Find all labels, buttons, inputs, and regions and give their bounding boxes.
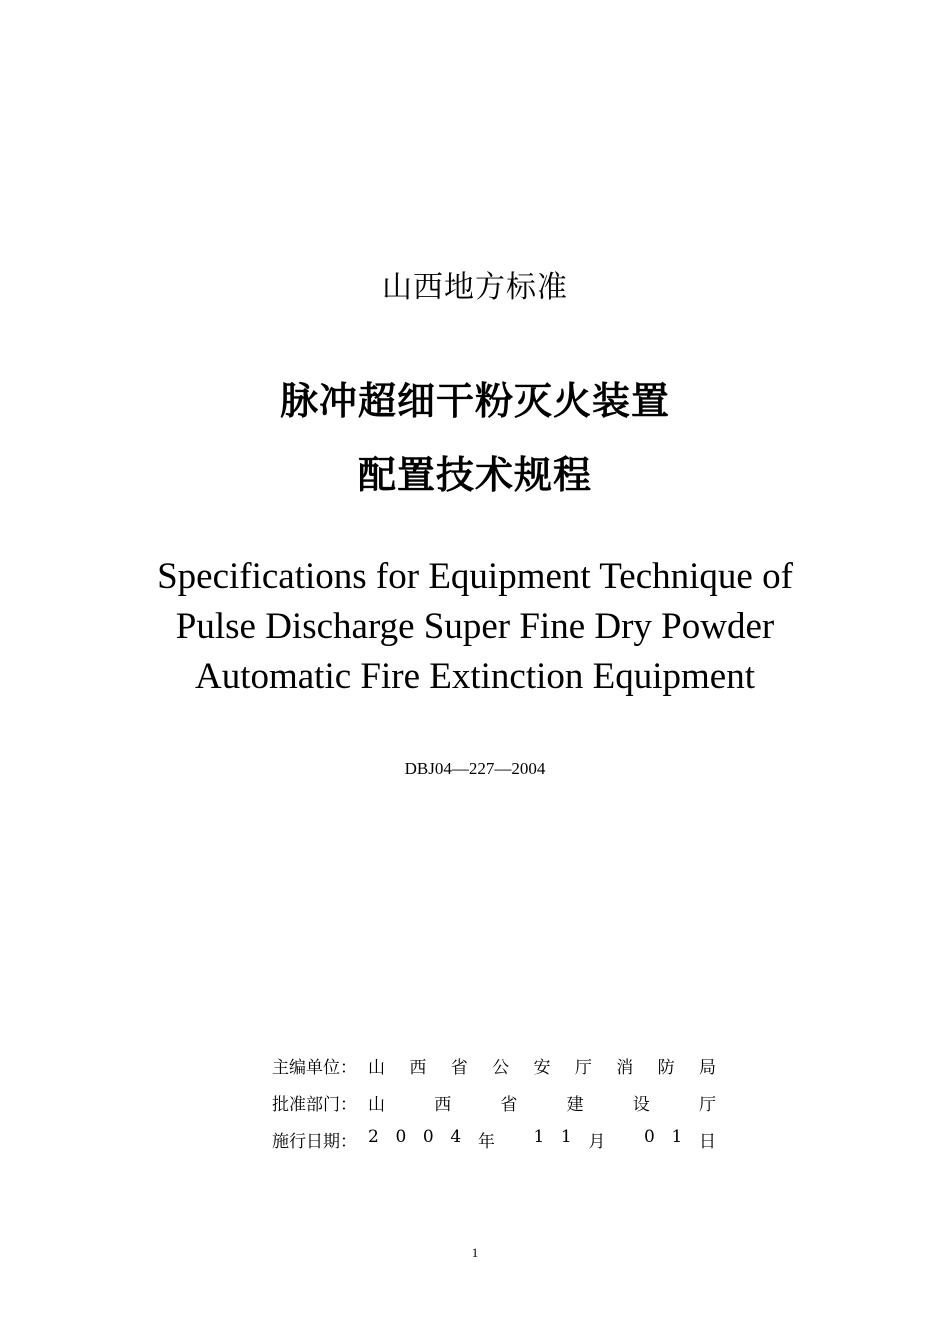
title-english	[0, 552, 950, 702]
page-number: 1	[471, 1245, 479, 1260]
effective-date-row	[272, 1126, 732, 1153]
info-char: 山	[368, 1095, 385, 1115]
info-char: 1	[533, 1127, 545, 1147]
effective-date-label: 施行日期：	[272, 1132, 357, 1152]
info-char: 消	[616, 1058, 634, 1078]
info-char: 省	[500, 1095, 518, 1115]
title-chinese-line-2: 配置技术规程	[357, 453, 592, 497]
info-char: 2	[368, 1127, 379, 1147]
info-char: 省	[450, 1058, 468, 1078]
info-char: 设	[632, 1095, 650, 1115]
title-english-line-3: Automatic Fire Extinction Equipment	[194, 656, 756, 697]
info-char: 1	[560, 1127, 572, 1147]
info-char: 厅	[698, 1095, 716, 1115]
info-char	[511, 1127, 516, 1152]
standard-code: DBJ04—227—2004	[404, 759, 546, 778]
info-char: 1	[671, 1127, 683, 1147]
publication-info	[272, 1052, 732, 1163]
effective-date-value	[368, 1127, 716, 1152]
title-english-line-2: Pulse Discharge Super Fine Dry Powder	[175, 606, 775, 647]
approver-row	[272, 1089, 732, 1116]
info-char: 西	[434, 1095, 452, 1115]
info-char: 厅	[574, 1058, 592, 1078]
info-char: 公	[492, 1058, 510, 1078]
info-char: 西	[409, 1058, 427, 1078]
editor-row	[272, 1052, 732, 1079]
info-char: 局	[699, 1058, 716, 1078]
info-char: 年	[477, 1132, 495, 1152]
info-char: 日	[698, 1132, 716, 1152]
editor-value	[368, 1053, 716, 1078]
title-english-line-1: Specifications for Equipment Technique of	[157, 556, 793, 597]
approver-label: 批准部门：	[272, 1095, 357, 1115]
info-char: 山	[368, 1058, 385, 1078]
info-char: 0	[644, 1127, 655, 1147]
info-char: 0	[422, 1127, 434, 1147]
title-chinese-line-1: 脉冲超细干粉灭火装置	[279, 379, 670, 423]
info-char: 建	[566, 1095, 584, 1115]
info-char: 4	[450, 1127, 462, 1147]
info-char: 防	[657, 1058, 675, 1078]
info-char: 安	[533, 1058, 551, 1078]
info-char	[622, 1127, 627, 1152]
info-char: 月	[588, 1132, 606, 1152]
editor-label: 主编单位：	[272, 1058, 357, 1078]
info-char: 0	[395, 1127, 407, 1147]
standard-category: 山西地方标准	[382, 270, 568, 305]
approver-value	[368, 1090, 716, 1115]
